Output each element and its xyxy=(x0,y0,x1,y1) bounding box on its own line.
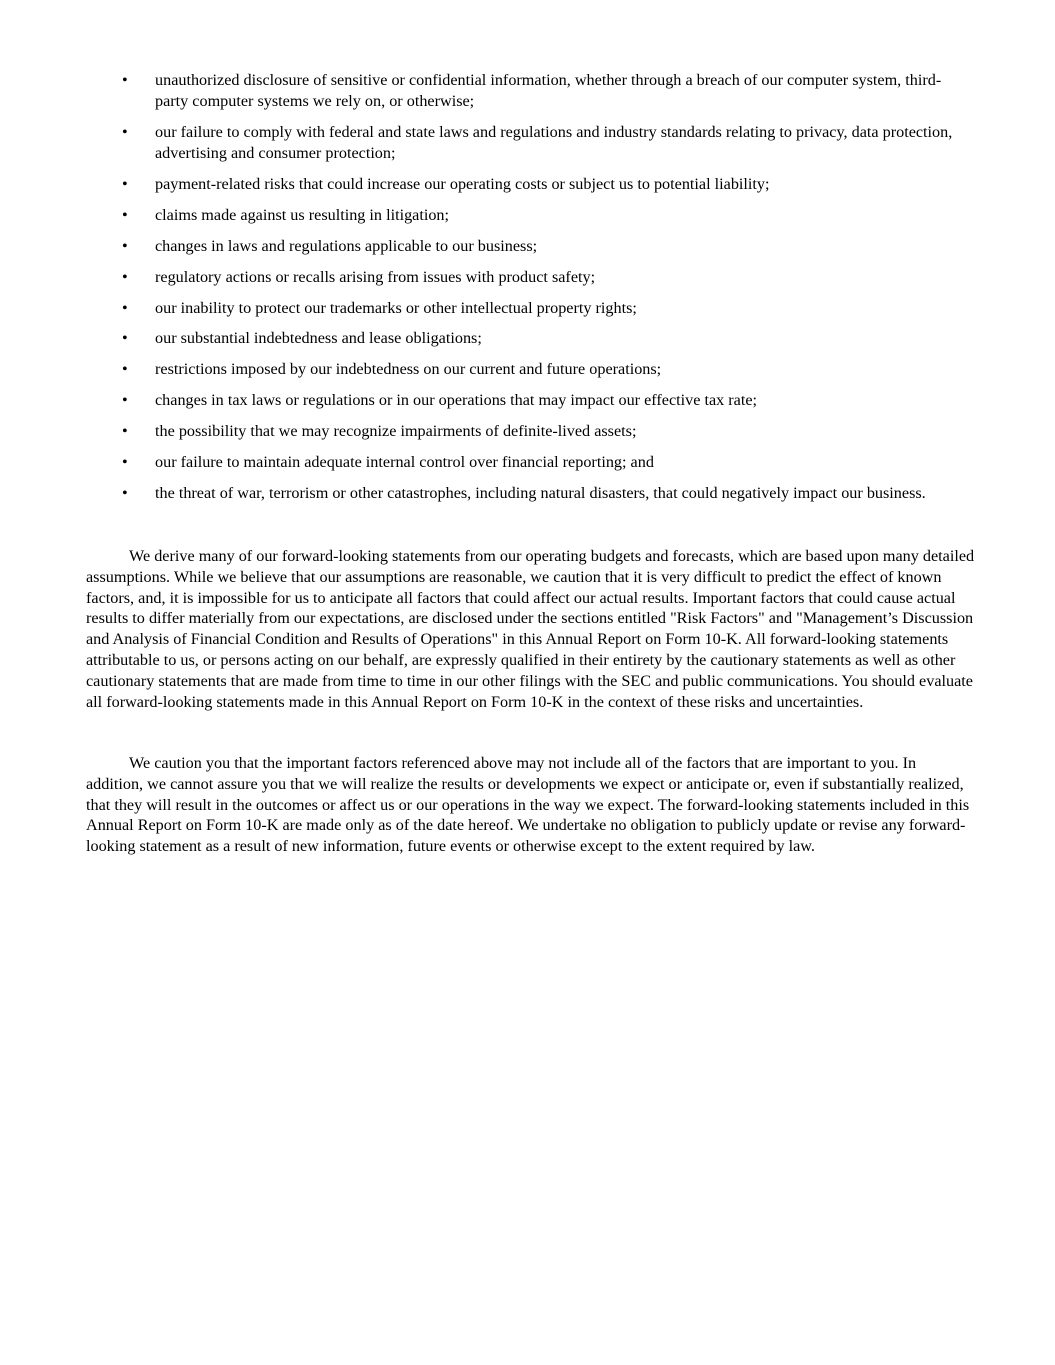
list-item-text: changes in laws and regulations applicable to our business; xyxy=(155,236,538,255)
list-item-text: our failure to maintain adequate internal control over financial reporting; and xyxy=(155,453,654,472)
list-item xyxy=(0,267,955,288)
list-item-text: unauthorized disclosure of sensitive or confidential information, whether through a breach of our computer system, third-party computer systems we rely on, or otherwise; xyxy=(155,71,942,110)
list-item xyxy=(0,122,955,164)
forward-looking-statements-paragraph: We derive many of our forward-looking statements from our operating budgets and forecasts, which are based upon many detailed assumptions. While we believe that our assumptions are reasonable, we caution that it is very difficult to predict the effect of known factors, and, it is impossible for us to anticipate all factors that could affect our actual results. Important factors that could cause actual results to differ materially from our expectations, are disclosed under the sections entitled "Risk Factors" and "Management’s Discussion and Analysis of Financial Condition and Results of Operations" in this Annual Report on Form 10-K. All forward-looking statements attributable to us, or persons acting on our behalf, are expressly qualified in their entirety by the cautionary statements as well as other cautionary statements that are made from time to time in our other filings with the SEC and public communications. You should evaluate all forward-looking statements made in this Annual Report on Form 10-K in the context of these risks and uncertainties. xyxy=(86,547,975,711)
list-item-text: regulatory actions or recalls arising from issues with product safety; xyxy=(155,267,596,286)
list-item-text: the threat of war, terrorism or other catastrophes, including natural disasters, that could negatively impact our business. xyxy=(155,484,926,503)
bullet-icon: • xyxy=(122,484,128,503)
caution-paragraph: We caution you that the important factors referenced above may not include all of the factors that are important to you. In addition, we cannot assure you that we will realize the results or developments we expect or anticipate or, even if substantially realized, that they will result in the outcomes or affect us or our operations in the way we expect. The forward-looking statements included in this Annual Report on Form 10-K are made only as of the date hereof. We undertake no obligation to publicly update or revise any forward-looking statement as a result of new information, future events or otherwise except to the extent required by law. xyxy=(86,754,970,856)
list-item-text: payment-related risks that could increase our operating costs or subject us to potential liability; xyxy=(155,174,770,193)
list-item-text: claims made against us resulting in litigation; xyxy=(155,205,450,224)
list-item xyxy=(0,70,955,112)
bullet-icon: • xyxy=(122,422,128,441)
bullet-icon: • xyxy=(122,122,128,141)
bullet-icon: • xyxy=(122,236,128,255)
bullet-icon: • xyxy=(122,174,128,193)
list-item xyxy=(0,328,955,349)
bullet-icon: • xyxy=(122,391,128,410)
list-item xyxy=(0,359,955,380)
list-item xyxy=(0,421,955,442)
bullet-icon: • xyxy=(122,267,128,286)
list-item xyxy=(0,298,955,319)
bullet-icon: • xyxy=(122,453,128,472)
bullet-icon: • xyxy=(122,360,128,379)
list-item-text: our failure to comply with federal and state laws and regulations and industry standards relating to privacy, data protection, advertising and consumer protection; xyxy=(155,122,953,162)
list-item xyxy=(0,205,955,226)
list-item xyxy=(0,390,955,411)
list-item xyxy=(0,483,955,504)
list-item xyxy=(0,452,955,473)
risk-factor-list xyxy=(0,70,1055,514)
list-item-text: changes in tax laws or regulations or in our operations that may impact our effective tax rate; xyxy=(155,391,758,410)
list-item xyxy=(0,174,955,195)
list-item-text: restrictions imposed by our indebtedness on our current and future operations; xyxy=(155,360,662,379)
list-item-text: our inability to protect our trademarks or other intellectual property rights; xyxy=(155,298,637,317)
bullet-icon: • xyxy=(122,329,128,348)
list-item-text: the possibility that we may recognize impairments of definite-lived assets; xyxy=(155,422,637,441)
list-item xyxy=(0,236,955,257)
bullet-icon: • xyxy=(122,205,128,224)
bullet-icon: • xyxy=(122,298,128,317)
list-item-text: our substantial indebtedness and lease obligations; xyxy=(155,329,482,348)
bullet-icon: • xyxy=(122,71,128,89)
